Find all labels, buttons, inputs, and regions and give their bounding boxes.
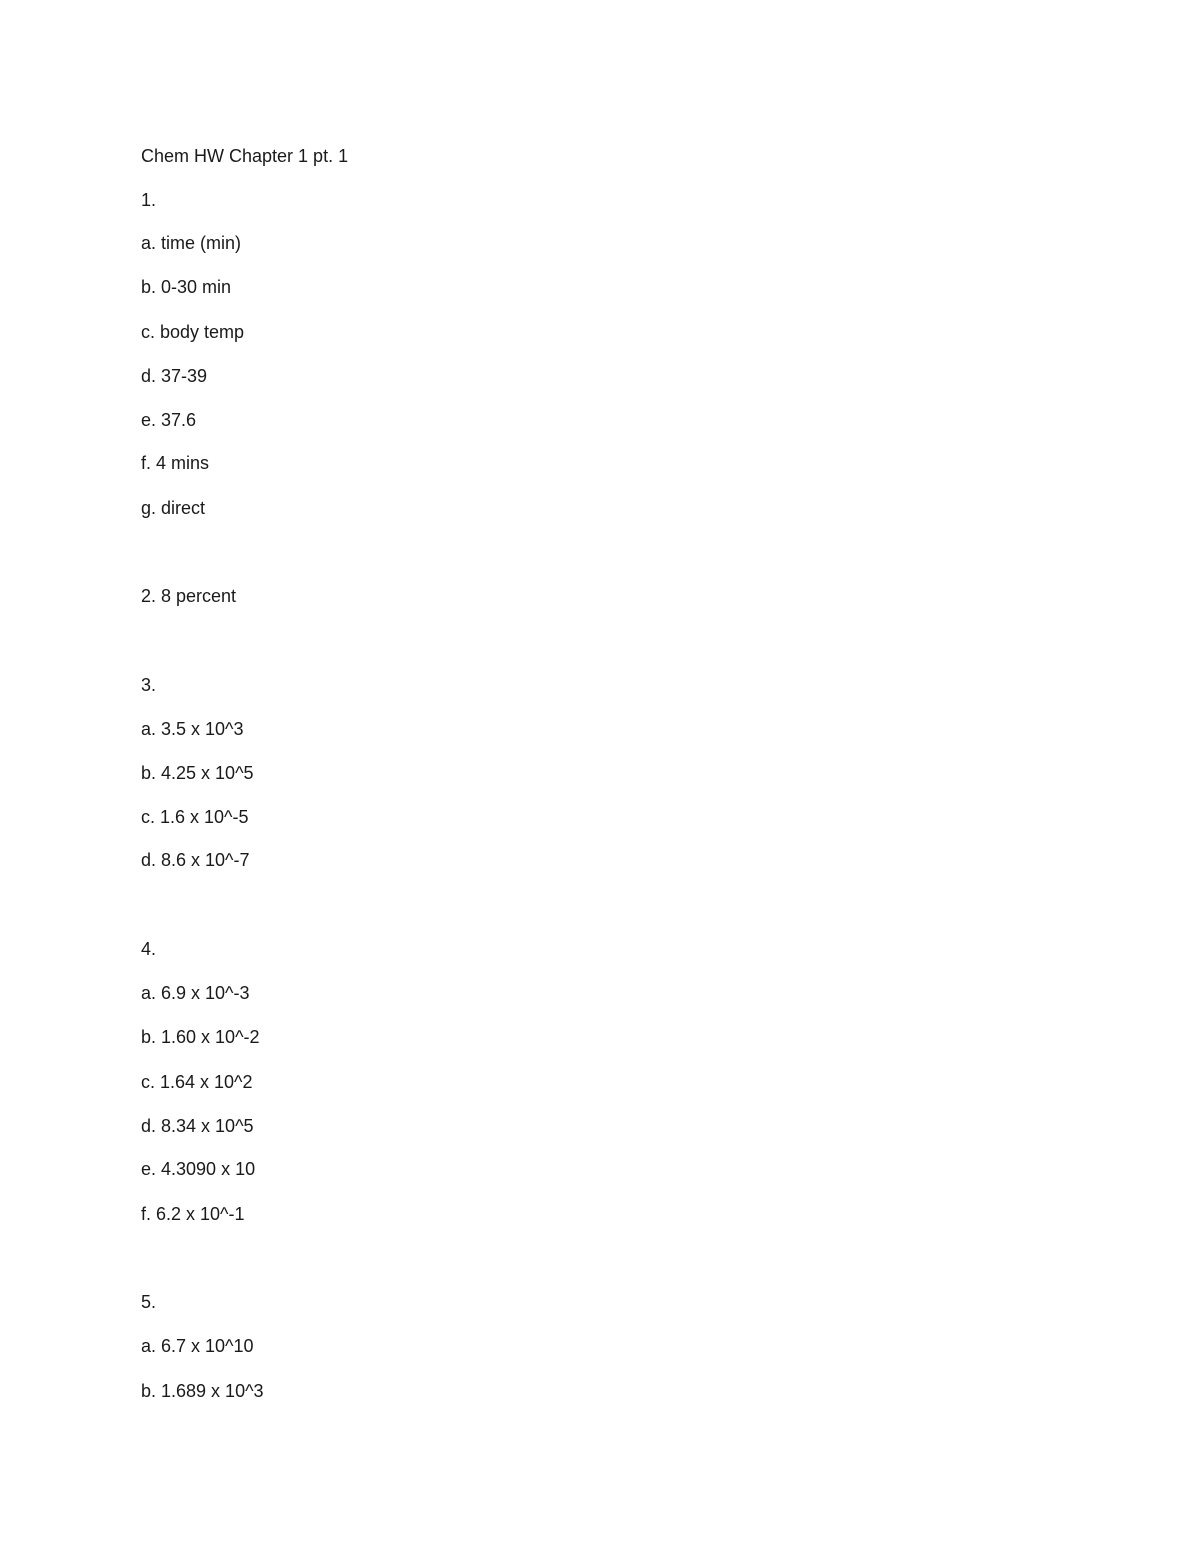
answer-line: f. 4 mins [141, 453, 210, 473]
question-1-heading: 1. [141, 190, 157, 210]
answer-line: d. 8.34 x 10^5 [141, 1116, 254, 1136]
answer-line: a. 6.9 x 10^-3 [141, 983, 250, 1003]
question-2-answer: 2. 8 percent [141, 586, 237, 606]
answer-line: c. 1.6 x 10^-5 [141, 807, 249, 827]
question-5-heading: 5. [141, 1292, 157, 1312]
answer-line: d. 8.6 x 10^-7 [141, 850, 250, 870]
question-4-heading: 4. [141, 939, 157, 959]
answer-line: c. body temp [141, 322, 245, 342]
question-3-heading: 3. [141, 675, 157, 695]
answer-line: c. 1.64 x 10^2 [141, 1072, 253, 1092]
answer-line: b. 0-30 min [141, 277, 232, 297]
answer-line: d. 37-39 [141, 366, 208, 386]
answer-line: b. 4.25 x 10^5 [141, 763, 254, 783]
answer-line: f. 6.2 x 10^-1 [141, 1204, 245, 1224]
answer-line: a. time (min) [141, 233, 242, 253]
answer-line: a. 6.7 x 10^10 [141, 1336, 254, 1356]
answer-line: b. 1.689 x 10^3 [141, 1381, 264, 1401]
answer-line: e. 37.6 [141, 410, 197, 430]
document-title: Chem HW Chapter 1 pt. 1 [141, 146, 349, 166]
answer-line: b. 1.60 x 10^-2 [141, 1027, 260, 1047]
answer-line: e. 4.3090 x 10 [141, 1159, 256, 1179]
answer-line: a. 3.5 x 10^3 [141, 719, 244, 739]
answer-line: g. direct [141, 498, 206, 518]
